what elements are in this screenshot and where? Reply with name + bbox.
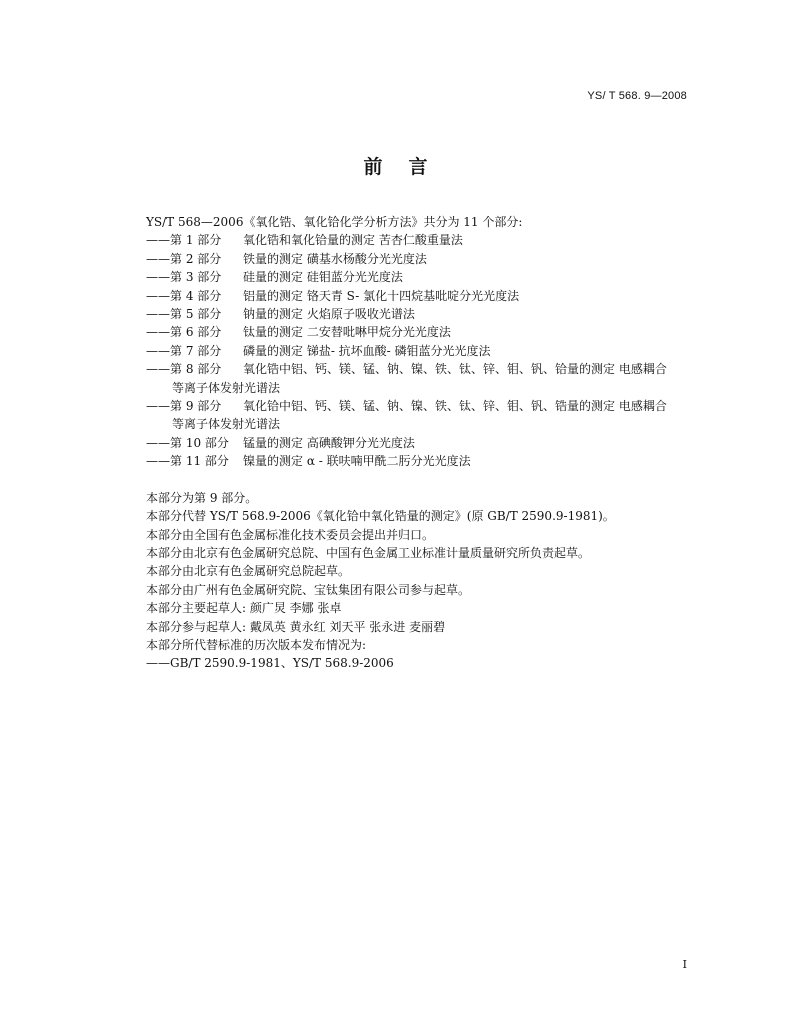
part-item [146, 305, 706, 323]
part-item [146, 452, 706, 470]
part-item [146, 434, 706, 452]
paragraph: 本部分代替 YS/T 568.9-2006《氧化铪中氧化锆量的测定》(原 GB/T 2590.9-1981)。 [146, 509, 615, 524]
part-label: ——第 6 部分 [146, 325, 222, 340]
part-item [146, 250, 706, 268]
paragraph: 本部分由北京有色金属研究总院起草。 [146, 564, 351, 579]
part-label: ——第 8 部分 [146, 362, 222, 377]
paragraph: 本部分主要起草人: 颜广炅 李娜 张卓 [146, 601, 342, 616]
paragraph: 本部分所代替标准的历次版本发布情况为: [146, 637, 367, 652]
standard-code: YS/ T 568. 9—2008 [587, 90, 687, 102]
part-item [146, 342, 706, 360]
part-label: ——第 9 部分 [146, 399, 222, 414]
part-label: ——第 2 部分 [146, 251, 222, 266]
part-description: 钛量的测定 二安替吡啉甲烷分光光度法 [243, 325, 451, 340]
part-label: ——第 4 部分 [146, 288, 222, 303]
part-description: 铁量的测定 磺基水杨酸分光光度法 [243, 251, 427, 266]
title-char-1: 前 [363, 156, 383, 178]
part-item [146, 397, 706, 415]
part-item [146, 268, 706, 286]
intro-line: YS/T 568—2006《氧化锆、氧化铪化学分析方法》共分为 11 个部分: [146, 215, 523, 229]
part-description: 磷量的测定 锑盐- 抗坏血酸- 磷钼蓝分光光度法 [243, 343, 491, 358]
title-char-2: 言 [408, 156, 428, 178]
paragraph-gap [146, 471, 706, 489]
part-label: ——第 3 部分 [146, 270, 222, 285]
part-item [146, 360, 706, 378]
part-description: 铝量的测定 铬天青 S- 氯化十四烷基吡啶分光光度法 [243, 288, 520, 303]
paragraph: 本部分由北京有色金属研究总院、中国有色金属工业标准计量质量研究所负责起草。 [146, 545, 591, 560]
part-description: 硅量的测定 硅钼蓝分光光度法 [243, 270, 403, 285]
part-item [146, 231, 706, 249]
part-description: 镍量的测定 α - 联呋喃甲酰二肟分光光度法 [243, 454, 471, 469]
part-description: 氧化锆中铝、钙、镁、锰、钠、镍、铁、钛、锌、钼、钒、铪量的测定 电感耦合 [243, 362, 667, 377]
part-label: ——第 5 部分 [146, 307, 222, 322]
part-description: 锰量的测定 高碘酸钾分光光度法 [243, 435, 415, 450]
paragraph: ——GB/T 2590.9-1981、YS/T 568.9-2006 [146, 656, 394, 671]
part-label: ——第 11 部分 [146, 454, 229, 469]
part-label: ——第 10 部分 [146, 435, 229, 450]
part-description: 钠量的测定 火焰原子吸收光谱法 [243, 307, 415, 322]
paragraph: 本部分由全国有色金属标准化技术委员会提出并归口。 [146, 527, 435, 542]
paragraph: 本部分为第 9 部分。 [146, 490, 258, 505]
part-description-continuation: 等离子体发射光谱法 [172, 417, 281, 432]
paragraph: 本部分参与起草人: 戴凤英 黄永红 刘天平 张永进 麦丽碧 [146, 619, 446, 634]
paragraph: 本部分由广州有色金属研究院、宝钛集团有限公司参与起草。 [146, 582, 471, 597]
part-label: ——第 7 部分 [146, 343, 222, 358]
part-description: 氧化铪中铝、钙、镁、锰、钠、镍、铁、钛、锌、钼、钒、锆量的测定 电感耦合 [243, 399, 667, 414]
part-item [146, 323, 706, 341]
foreword-body [146, 213, 706, 673]
part-item [146, 287, 706, 305]
part-label: ——第 1 部分 [146, 233, 222, 248]
part-description-continuation: 等离子体发射光谱法 [172, 380, 281, 395]
page-number: I [682, 958, 687, 971]
part-description: 氧化锆和氧化铪量的测定 苦杏仁酸重量法 [243, 233, 463, 248]
page-title [0, 152, 791, 179]
